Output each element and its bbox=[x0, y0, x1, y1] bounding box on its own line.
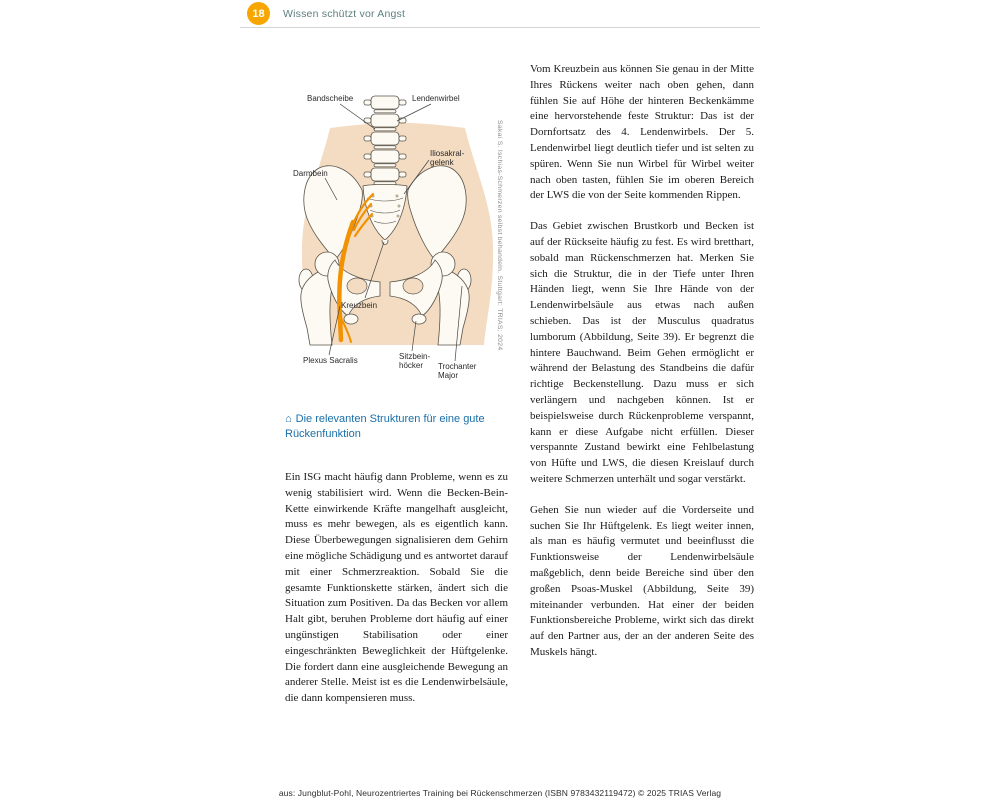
page-number: 18 bbox=[252, 7, 265, 20]
figure-label-trochanter-1: Trochanter bbox=[438, 362, 477, 371]
figure-label-trochanter-2: Major bbox=[438, 371, 459, 380]
figure-caption bbox=[285, 412, 513, 442]
figure-label-bandscheibe: Bandscheibe bbox=[307, 94, 354, 103]
right-paragraph-3: Gehen Sie nun wieder auf die Vorderseite und suchen Sie Ihr Hüftgelenk. Es liegt weiter innen, als man es häufig vermutet und beeinflusst die Funktionsweise der Lendenwirbelsäule maßgeblich, denn beide Bereiche sind über den großen Psoas-Muskel (Abbildung, Seite 39) miteinander verbunden. Hat einer der beiden Funktionsbereiche Probleme, wirkt sich das direkt auf den Partner aus, der an der anderen Seite des Muskels hängt. bbox=[530, 503, 754, 658]
figure-label-sitzbein-2: höcker bbox=[399, 361, 424, 370]
image-credit: Sakai S. Ischias-Schmerzen selbst behandeln. Stuttgart: TRIAS; 2024 bbox=[496, 120, 503, 351]
figure-label-plexus: Plexus Sacralis bbox=[303, 356, 358, 365]
header-divider bbox=[240, 27, 760, 28]
figure-label-sitzbein-1: Sitzbein- bbox=[399, 352, 431, 361]
figure-label-iliosakral-2: gelenk bbox=[430, 158, 454, 167]
running-head-title: Wissen schützt vor Angst bbox=[283, 8, 406, 20]
right-paragraph-2: Das Gebiet zwischen Brustkorb und Becken ist auf der Rückseite häufig zu fest. Es wird bretthart, sobald man Rückenschmerzen hat. Merken Sie sich die Struktur, die in der Tiefe unter Ihren Händen liegt, wenn Sie Ihre Hände von der Lendenwirbelsäule aus etwas nach außen schieben. Das ist der Musculus quadratus lumborum (Abbildung, Seite 39). Er begrenzt die hintere Bauchwand. Beim Gehen ermöglicht er während der Belastung des Standbeins die dafür richtige Beckenstellung. Dazu muss er sich verlängern und nachgeben können. Ist er beispielsweise durch Rückenprobleme verspannt, kann er diese Aufgabe nicht erfüllen. Dieser verspannte Zustand bewirkt eine Fehlbelastung von Hüfte und LWS, die diesen Kreislauf durch weitere Schmerzen unterhält und sogar verstärkt. bbox=[530, 220, 754, 485]
page-number-badge bbox=[247, 2, 270, 25]
left-column-paragraph: Ein ISG macht häufig dann Probleme, wenn es zu wenig stabilisiert wird. Wenn die Becken-Bein-Kette einwirkende Kräfte mangelhaft ausgleicht, muss es mehr bewegen, als es eigentlich kann. Diese Überbewegungen signalisieren dem Gehirn eine mögliche Schädigung und es antwortet darauf mit einer Schmerzreaktion. Sobald Sie die gesamte Funktionskette stärken, ändert sich die Situation zum Positiven. Da das Becken vor allem Halt gibt, beruhen Probleme dort häufig auf einer ungünstigen Stabilisation oder einer eingeschränkten Beweglichkeit der Hüftgelenke. Die fordert dann eine ausgleichende Bewegung an anderer Stelle. Meist ist es die Lendenwirbelsäule, die dann kompensieren muss. bbox=[285, 471, 508, 705]
figure-label-darmbein: Darmbein bbox=[293, 169, 328, 178]
pelvis-illustration bbox=[285, 88, 510, 392]
footer-credit-line: aus: Jungblut-Pohl, Neurozentriertes Training bei Rückenschmerzen (ISBN 9783432119472) © 2025 TRIAS Verlag bbox=[278, 788, 722, 798]
right-paragraph-1: Vom Kreuzbein aus können Sie genau in der Mitte Ihres Rückens weiter nach oben gehen, dann fühlen Sie auf Höhe der hinteren Beckenkämme eine hervorstehende feste Struktur: Das ist der Dornfortsatz des 4. Lendenwirbels. Der 5. Lendenwirbel liegt deutlich tiefer und ist selten zu spüren. Wenn Sie nun Wirbel für Wirbel weiter nach oben tasten, fühlen Sie im oberen Bereich der LWS die von der Seite kommenden Rippen. bbox=[530, 63, 754, 202]
anatomy-figure bbox=[285, 88, 510, 392]
right-column bbox=[530, 62, 754, 676]
figure-caption-text: Die relevanten Strukturen für eine gute Rückenfunktion bbox=[285, 413, 485, 440]
figure-label-kreuzbein: Kreuzbein bbox=[341, 301, 378, 310]
figure-label-iliosakral-1: Iliosakral- bbox=[430, 149, 465, 158]
figure-reference-icon: ⌂ bbox=[285, 413, 292, 425]
figure-label-lendenwirbel: Lendenwirbel bbox=[412, 94, 460, 103]
